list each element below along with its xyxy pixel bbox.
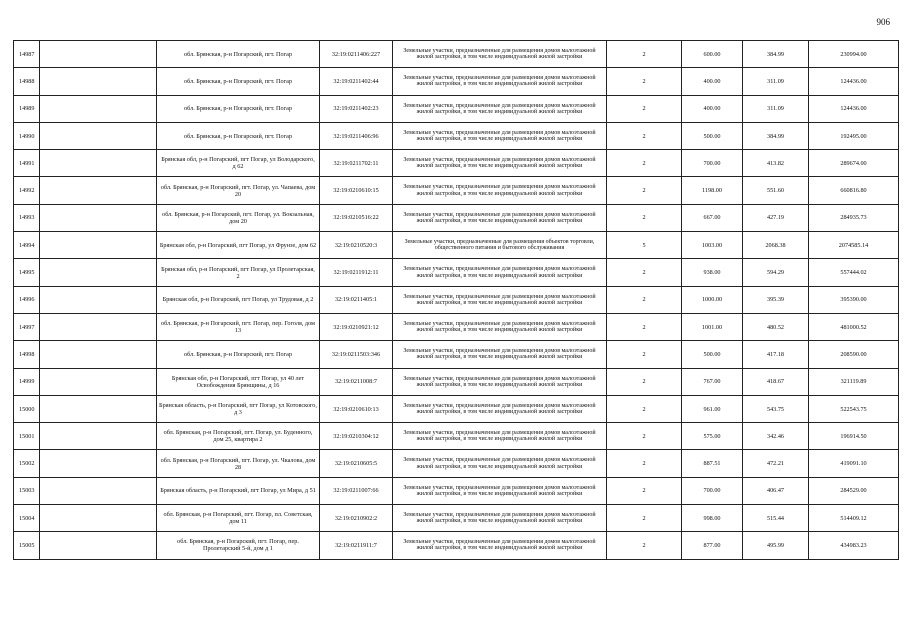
group-cell: 2 bbox=[607, 477, 682, 504]
rate-cell: 395.39 bbox=[743, 286, 809, 313]
address-cell: обл. Брянская, р-н Погарский, пгт. Погар, пл. Советская, дом 11 bbox=[157, 505, 320, 532]
row-number: 14998 bbox=[14, 341, 40, 368]
table-row bbox=[14, 477, 899, 504]
group-cell: 2 bbox=[607, 259, 682, 286]
group-cell: 2 bbox=[607, 450, 682, 477]
land-use-cell: Земельные участки, предназначенные для размещения домов малоэтажной жилой застройки, в том числе индивидуальной жилой застройки bbox=[393, 150, 607, 177]
table-row bbox=[14, 368, 899, 395]
address-cell: Брянская обл, р-н Погарский, пгт Погар, ул Фрунзе, дом 62 bbox=[157, 232, 320, 259]
address-cell: обл. Брянская, р-н Погарский, пгт. Погар, ул. Чкалова, дом 28 bbox=[157, 450, 320, 477]
address-cell: обл. Брянская, р-н Погарский, пгт. Погар, пер. Гоголя, дом 13 bbox=[157, 313, 320, 340]
row-number: 15005 bbox=[14, 532, 40, 559]
address-cell: обл. Брянская, р-н Погарский, пгт. Погар bbox=[157, 122, 320, 149]
rate-cell: 311.09 bbox=[743, 95, 809, 122]
area-cell: 400.00 bbox=[682, 68, 743, 95]
cadastral-value-cell: 284935.73 bbox=[809, 204, 899, 231]
land-use-cell: Земельные участки, предназначенные для размещения домов малоэтажной жилой застройки, в том числе индивидуальной жилой застройки bbox=[393, 341, 607, 368]
area-cell: 700.00 bbox=[682, 477, 743, 504]
cadastral-value-cell: 522543.75 bbox=[809, 395, 899, 422]
cadastral-value-cell: 395390.00 bbox=[809, 286, 899, 313]
rate-cell: 480.52 bbox=[743, 313, 809, 340]
land-use-cell: Земельные участки, предназначенные для размещения домов малоэтажной жилой застройки, в том числе индивидуальной жилой застройки bbox=[393, 313, 607, 340]
table-row bbox=[14, 95, 899, 122]
cadastral-value-cell: 419091.10 bbox=[809, 450, 899, 477]
row-number: 15001 bbox=[14, 423, 40, 450]
area-cell: 500.00 bbox=[682, 341, 743, 368]
blank-cell bbox=[40, 368, 157, 395]
table-row bbox=[14, 423, 899, 450]
group-cell: 2 bbox=[607, 423, 682, 450]
blank-cell bbox=[40, 204, 157, 231]
address-cell: Брянская область, р-н Погарский, пгт Погар, ул Котовского, д 3 bbox=[157, 395, 320, 422]
land-use-cell: Земельные участки, предназначенные для размещения домов малоэтажной жилой застройки, в том числе индивидуальной жилой застройки bbox=[393, 477, 607, 504]
table-row bbox=[14, 122, 899, 149]
area-cell: 500.00 bbox=[682, 122, 743, 149]
cadastral-value-cell: 557444.02 bbox=[809, 259, 899, 286]
blank-cell bbox=[40, 313, 157, 340]
land-use-cell: Земельные участки, предназначенные для размещения домов малоэтажной жилой застройки, в том числе индивидуальной жилой застройки bbox=[393, 395, 607, 422]
cadastral-number-cell: 32:19:0210610:13 bbox=[320, 395, 393, 422]
rate-cell: 311.09 bbox=[743, 68, 809, 95]
table-row bbox=[14, 505, 899, 532]
land-use-cell: Земельные участки, предназначенные для размещения домов малоэтажной жилой застройки, в том числе индивидуальной жилой застройки bbox=[393, 177, 607, 204]
cadastral-number-cell: 32:19:0211405:1 bbox=[320, 286, 393, 313]
rate-cell: 551.60 bbox=[743, 177, 809, 204]
cadastral-value-cell: 481000.52 bbox=[809, 313, 899, 340]
blank-cell bbox=[40, 477, 157, 504]
cadastral-number-cell: 32:19:0211008:7 bbox=[320, 368, 393, 395]
cadastral-number-cell: 32:19:0211402:44 bbox=[320, 68, 393, 95]
cadastral-number-cell: 32:19:0211702:11 bbox=[320, 150, 393, 177]
cadastral-number-cell: 32:19:0210304:12 bbox=[320, 423, 393, 450]
group-cell: 2 bbox=[607, 204, 682, 231]
cadastral-number-cell: 32:19:0211912:11 bbox=[320, 259, 393, 286]
land-use-cell: Земельные участки, предназначенные для размещения домов малоэтажной жилой застройки, в том числе индивидуальной жилой застройки bbox=[393, 95, 607, 122]
row-number: 14992 bbox=[14, 177, 40, 204]
area-cell: 961.00 bbox=[682, 395, 743, 422]
row-number: 15003 bbox=[14, 477, 40, 504]
group-cell: 2 bbox=[607, 177, 682, 204]
rate-cell: 543.75 bbox=[743, 395, 809, 422]
row-number: 15004 bbox=[14, 505, 40, 532]
table-row bbox=[14, 313, 899, 340]
address-cell: обл. Брянская, р-н Погарский, пгт. Погар, ул. Буденного, дом 25, квартира 2 bbox=[157, 423, 320, 450]
row-number: 14994 bbox=[14, 232, 40, 259]
group-cell: 5 bbox=[607, 232, 682, 259]
row-number: 14996 bbox=[14, 286, 40, 313]
address-cell: Брянская обл, р-н Погарский, пгт Погар, ул Трудовая, д 2 bbox=[157, 286, 320, 313]
rate-cell: 413.82 bbox=[743, 150, 809, 177]
area-cell: 667.00 bbox=[682, 204, 743, 231]
row-number: 14993 bbox=[14, 204, 40, 231]
row-number: 14989 bbox=[14, 95, 40, 122]
cadastral-value-cell: 230994.00 bbox=[809, 41, 899, 68]
table-body bbox=[14, 41, 899, 560]
cadastral-number-cell: 32:19:0211406:227 bbox=[320, 41, 393, 68]
land-use-cell: Земельные участки, предназначенные для размещения объектов торговли, общественного питания и бытового обслуживания bbox=[393, 232, 607, 259]
table-row bbox=[14, 232, 899, 259]
land-use-cell: Земельные участки, предназначенные для размещения домов малоэтажной жилой застройки, в том числе индивидуальной жилой застройки bbox=[393, 286, 607, 313]
row-number: 14995 bbox=[14, 259, 40, 286]
rate-cell: 384.99 bbox=[743, 41, 809, 68]
land-use-cell: Земельные участки, предназначенные для размещения домов малоэтажной жилой застройки, в том числе индивидуальной жилой застройки bbox=[393, 122, 607, 149]
cadastral-value-cell: 208590.00 bbox=[809, 341, 899, 368]
cadastral-value-cell: 192495.00 bbox=[809, 122, 899, 149]
cadastral-number-cell: 32:19:0211402:23 bbox=[320, 95, 393, 122]
area-cell: 1000.00 bbox=[682, 286, 743, 313]
area-cell: 887.51 bbox=[682, 450, 743, 477]
cadastral-value-cell: 124436.00 bbox=[809, 68, 899, 95]
rate-cell: 427.19 bbox=[743, 204, 809, 231]
address-cell: обл. Брянская, р-н Погарский, пгт. Погар bbox=[157, 41, 320, 68]
blank-cell bbox=[40, 395, 157, 422]
rate-cell: 417.18 bbox=[743, 341, 809, 368]
blank-cell bbox=[40, 95, 157, 122]
address-cell: Брянская обл, р-н Погарский, пгт Погар, ул Володарского, д 62 bbox=[157, 150, 320, 177]
cadastral-value-cell: 196914.50 bbox=[809, 423, 899, 450]
rate-cell: 384.99 bbox=[743, 122, 809, 149]
row-number: 15002 bbox=[14, 450, 40, 477]
table-row bbox=[14, 532, 899, 559]
address-cell: обл. Брянская, р-н Погарский, пгт. Погар bbox=[157, 341, 320, 368]
group-cell: 2 bbox=[607, 68, 682, 95]
cadastral-value-cell: 660816.80 bbox=[809, 177, 899, 204]
address-cell: Брянская обл, р-н Погарский, пгт Погар, ул 40 лет Освобождения Брянщины, д 16 bbox=[157, 368, 320, 395]
area-cell: 1003.00 bbox=[682, 232, 743, 259]
address-cell: обл. Брянская, р-н Погарский, пгт. Погар, пер. Пролетарский 5-й, дом д 1 bbox=[157, 532, 320, 559]
rate-cell: 406.47 bbox=[743, 477, 809, 504]
area-cell: 575.00 bbox=[682, 423, 743, 450]
land-use-cell: Земельные участки, предназначенные для размещения домов малоэтажной жилой застройки, в том числе индивидуальной жилой застройки bbox=[393, 204, 607, 231]
rate-cell: 515.44 bbox=[743, 505, 809, 532]
land-use-cell: Земельные участки, предназначенные для размещения домов малоэтажной жилой застройки, в том числе индивидуальной жилой застройки bbox=[393, 68, 607, 95]
table-row bbox=[14, 395, 899, 422]
row-number: 14991 bbox=[14, 150, 40, 177]
group-cell: 2 bbox=[607, 313, 682, 340]
cadastral-value-cell: 284529.00 bbox=[809, 477, 899, 504]
blank-cell bbox=[40, 423, 157, 450]
table-row bbox=[14, 150, 899, 177]
table-row bbox=[14, 177, 899, 204]
table-row bbox=[14, 450, 899, 477]
blank-cell bbox=[40, 505, 157, 532]
cadastral-number-cell: 32:19:0211007:66 bbox=[320, 477, 393, 504]
table-row bbox=[14, 341, 899, 368]
blank-cell bbox=[40, 41, 157, 68]
blank-cell bbox=[40, 122, 157, 149]
cadastral-value-cell: 124436.00 bbox=[809, 95, 899, 122]
cadastral-number-cell: 32:19:0210902:2 bbox=[320, 505, 393, 532]
blank-cell bbox=[40, 450, 157, 477]
land-use-cell: Земельные участки, предназначенные для размещения домов малоэтажной жилой застройки, в том числе индивидуальной жилой застройки bbox=[393, 41, 607, 68]
blank-cell bbox=[40, 259, 157, 286]
rate-cell: 342.46 bbox=[743, 423, 809, 450]
group-cell: 2 bbox=[607, 368, 682, 395]
blank-cell bbox=[40, 341, 157, 368]
cadastral-number-cell: 32:19:0211406:96 bbox=[320, 122, 393, 149]
address-cell: Брянская обл, р-н Погарский, пгт Погар, ул Пролетарская, 2 bbox=[157, 259, 320, 286]
table-row bbox=[14, 286, 899, 313]
land-registry-table bbox=[13, 40, 899, 560]
cadastral-value-cell: 434983.23 bbox=[809, 532, 899, 559]
area-cell: 600.00 bbox=[682, 41, 743, 68]
cadastral-value-cell: 2074585.14 bbox=[809, 232, 899, 259]
area-cell: 1198.00 bbox=[682, 177, 743, 204]
group-cell: 2 bbox=[607, 150, 682, 177]
address-cell: обл. Брянская, р-н Погарский, пгт. Погар, ул. Вокзальная, дом 20 bbox=[157, 204, 320, 231]
table-row bbox=[14, 68, 899, 95]
address-cell: обл. Брянская, р-н Погарский, пгт. Погар bbox=[157, 68, 320, 95]
area-cell: 877.00 bbox=[682, 532, 743, 559]
group-cell: 2 bbox=[607, 41, 682, 68]
land-use-cell: Земельные участки, предназначенные для размещения домов малоэтажной жилой застройки, в том числе индивидуальной жилой застройки bbox=[393, 259, 607, 286]
cadastral-number-cell: 32:19:0210605:5 bbox=[320, 450, 393, 477]
table-row bbox=[14, 259, 899, 286]
group-cell: 2 bbox=[607, 95, 682, 122]
blank-cell bbox=[40, 177, 157, 204]
row-number: 14987 bbox=[14, 41, 40, 68]
area-cell: 767.00 bbox=[682, 368, 743, 395]
group-cell: 2 bbox=[607, 505, 682, 532]
blank-cell bbox=[40, 68, 157, 95]
table-row bbox=[14, 41, 899, 68]
group-cell: 2 bbox=[607, 286, 682, 313]
rate-cell: 495.99 bbox=[743, 532, 809, 559]
area-cell: 998.00 bbox=[682, 505, 743, 532]
address-cell: обл. Брянская, р-н Погарский, пгт. Погар bbox=[157, 95, 320, 122]
address-cell: обл. Брянская, р-н Погарский, пгт. Погар, ул. Чапаева, дом 20 bbox=[157, 177, 320, 204]
cadastral-value-cell: 289674.00 bbox=[809, 150, 899, 177]
row-number: 14990 bbox=[14, 122, 40, 149]
rate-cell: 472.21 bbox=[743, 450, 809, 477]
cadastral-number-cell: 32:19:0210921:12 bbox=[320, 313, 393, 340]
group-cell: 2 bbox=[607, 395, 682, 422]
cadastral-number-cell: 32:19:0210520:3 bbox=[320, 232, 393, 259]
area-cell: 400.00 bbox=[682, 95, 743, 122]
cadastral-number-cell: 32:19:0210516:22 bbox=[320, 204, 393, 231]
land-use-cell: Земельные участки, предназначенные для размещения домов малоэтажной жилой застройки, в том числе индивидуальной жилой застройки bbox=[393, 450, 607, 477]
blank-cell bbox=[40, 532, 157, 559]
cadastral-number-cell: 32:19:0210610:15 bbox=[320, 177, 393, 204]
group-cell: 2 bbox=[607, 532, 682, 559]
area-cell: 938.00 bbox=[682, 259, 743, 286]
blank-cell bbox=[40, 150, 157, 177]
cadastral-number-cell: 32:19:0211911:7 bbox=[320, 532, 393, 559]
blank-cell bbox=[40, 286, 157, 313]
page-number: 906 bbox=[876, 17, 890, 27]
row-number: 14997 bbox=[14, 313, 40, 340]
land-use-cell: Земельные участки, предназначенные для размещения домов малоэтажной жилой застройки, в том числе индивидуальной жилой застройки bbox=[393, 532, 607, 559]
cadastral-value-cell: 321119.89 bbox=[809, 368, 899, 395]
group-cell: 2 bbox=[607, 341, 682, 368]
land-use-cell: Земельные участки, предназначенные для размещения домов малоэтажной жилой застройки, в том числе индивидуальной жилой застройки bbox=[393, 368, 607, 395]
address-cell: Брянская область, р-н Погарский, пгт Погар, ул Мира, д 51 bbox=[157, 477, 320, 504]
group-cell: 2 bbox=[607, 122, 682, 149]
cadastral-number-cell: 32:19:0211503:346 bbox=[320, 341, 393, 368]
rate-cell: 2068.38 bbox=[743, 232, 809, 259]
row-number: 15000 bbox=[14, 395, 40, 422]
row-number: 14999 bbox=[14, 368, 40, 395]
land-use-cell: Земельные участки, предназначенные для размещения домов малоэтажной жилой застройки, в том числе индивидуальной жилой застройки bbox=[393, 505, 607, 532]
row-number: 14988 bbox=[14, 68, 40, 95]
cadastral-value-cell: 514409.12 bbox=[809, 505, 899, 532]
rate-cell: 594.29 bbox=[743, 259, 809, 286]
land-use-cell: Земельные участки, предназначенные для размещения домов малоэтажной жилой застройки, в том числе индивидуальной жилой застройки bbox=[393, 423, 607, 450]
area-cell: 700.00 bbox=[682, 150, 743, 177]
rate-cell: 418.67 bbox=[743, 368, 809, 395]
area-cell: 1001.00 bbox=[682, 313, 743, 340]
table-row bbox=[14, 204, 899, 231]
blank-cell bbox=[40, 232, 157, 259]
